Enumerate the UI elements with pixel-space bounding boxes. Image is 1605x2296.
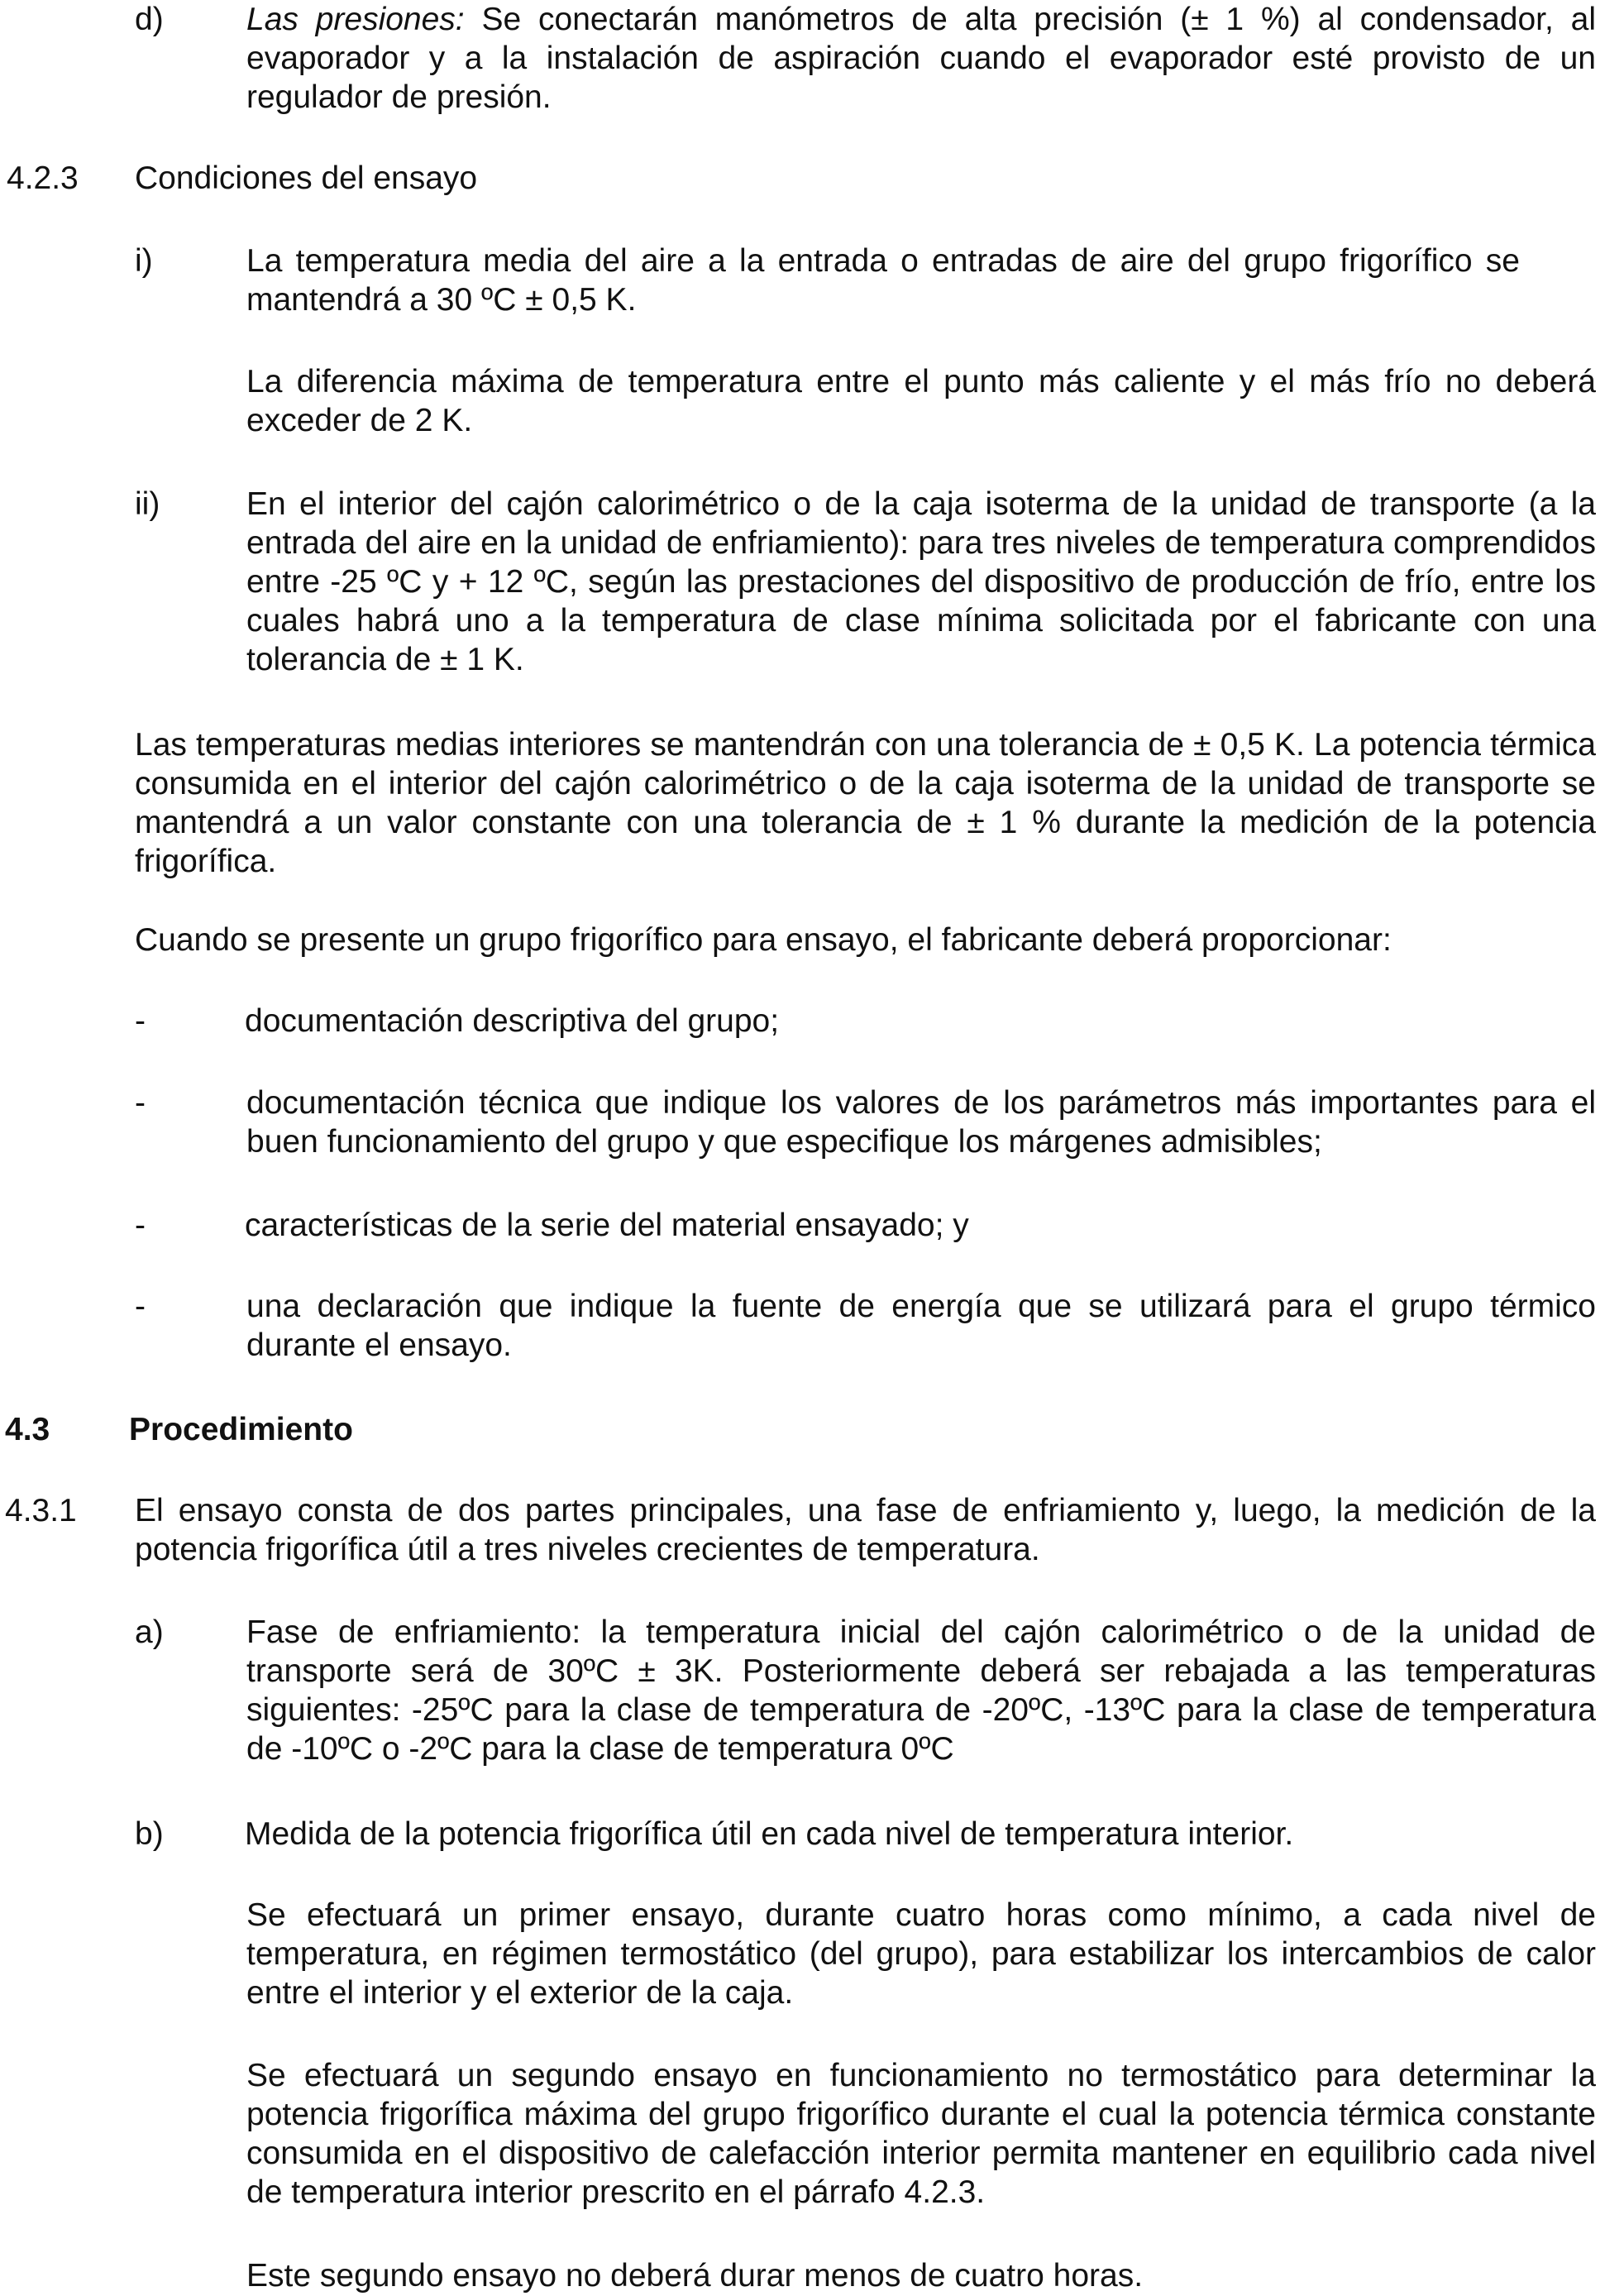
- section-number: 4.3: [5, 1412, 50, 1447]
- item-ii-label: ii): [135, 486, 160, 522]
- list-dash: -: [135, 1289, 146, 1324]
- item-d-text: [246, 0, 1596, 117]
- paragraph-intro-text: Cuando se presente un grupo frigorífico para ensayo, el fabricante deberá proporcionar:: [135, 922, 1392, 958]
- item-a-label: a): [135, 1614, 164, 1650]
- item-d-body: Se conectarán manómetros de alta precisión (± 1 %) al condensador, al evaporador y a la instalación de aspiración cuando el evaporador esté provisto de un regulador de presión.: [246, 2, 1597, 115]
- section-number: 4.3.1: [5, 1493, 77, 1528]
- section-title: Procedimiento: [129, 1412, 353, 1447]
- paragraph-temperatures-text: Las temperaturas medias interiores se mantendrán con una tolerancia de ± 0,5 K. La potencia térmica consumida en el interior del cajón calorimétrico o de la caja isoterma de la unidad de transporte se mantendrá a un valor constante con una tolerancia de ± 1 % durante la medición de la potencia frigorífica.: [135, 727, 1596, 879]
- item-d-lead: Las presiones:: [246, 2, 465, 37]
- item-b-paragraph-3: Este segundo ensayo no deberá durar menos de cuatro horas.: [246, 2258, 1144, 2294]
- item-b-paragraph-2: Se efectuará un segundo ensayo en funcionamiento no termostático para determinar la potencia frigorífica máxima del grupo frigorífico durante el cual la potencia térmica constante consumida en el dispositivo de calefacción interior permita mantener en equilibrio cada nivel de temperatura interior prescrito en el párrafo 4.2.3.: [246, 2058, 1596, 2210]
- list-item-text: documentación técnica que indique los valores de los parámetros más importantes para el buen funcionamiento del grupo y que especifique los márgenes admisibles;: [246, 1085, 1596, 1160]
- item-b-paragraph-1: Se efectuará un primer ensayo, durante cuatro horas como mínimo, a cada nivel de temperatura, en régimen termostático (del grupo), para estabilizar los intercambios de calor entre el interior y el exterior de la caja.: [246, 1897, 1596, 2011]
- list-dash: -: [135, 1208, 146, 1243]
- list-item-text: características de la serie del material ensayado; y: [245, 1208, 969, 1243]
- item-ii-text: En el interior del cajón calorimétrico o de la caja isoterma de la unidad de transporte (a la entrada del aire en la unidad de enfriamiento): para tres niveles de temperatura comprendidos entre -25 ºC y + 12 ºC, según las prestaciones del dispositivo de producción de frío, entre los cuales habrá uno a la temperatura de clase mínima solicitada por el fabricante con una tolerancia de ± 1 K.: [246, 486, 1596, 677]
- item-d-label: d): [135, 2, 164, 37]
- section-number: 4.2.3: [7, 160, 79, 196]
- item-a-text: Fase de enfriamiento: la temperatura inicial del cajón calorimétrico o de la unidad de transporte será de 30ºC ± 3K. Posteriormente deberá ser rebajada a las temperaturas siguientes: -25ºC para la clase de temperatura de -20ºC, -13ºC para la clase de temperatura de -10ºC o -2ºC para la clase de temperatura 0ºC: [246, 1614, 1596, 1767]
- item-b-text: Medida de la potencia frigorífica útil en cada nivel de temperatura interior.: [245, 1816, 1294, 1852]
- section-title: Condiciones del ensayo: [135, 160, 478, 196]
- item-i-text: La temperatura media del aire a la entrada o entradas de aire del grupo frigorífico se mantendrá a 30 ºC ± 0,5 K.: [246, 243, 1520, 318]
- item-i-text2: La diferencia máxima de temperatura entre el punto más caliente y el más frío no deberá exceder de 2 K.: [246, 364, 1596, 438]
- list-dash: -: [135, 1003, 146, 1039]
- list-dash: -: [135, 1085, 146, 1121]
- list-item-text: una declaración que indique la fuente de energía que se utilizará para el grupo térmico durante el ensayo.: [246, 1289, 1596, 1363]
- list-item-text: documentación descriptiva del grupo;: [245, 1003, 780, 1039]
- item-i-label: i): [135, 243, 153, 279]
- item-b-label: b): [135, 1816, 164, 1852]
- section-text: El ensayo consta de dos partes principales, una fase de enfriamiento y, luego, la medición de la potencia frigorífica útil a tres niveles crecientes de temperatura.: [135, 1493, 1596, 1567]
